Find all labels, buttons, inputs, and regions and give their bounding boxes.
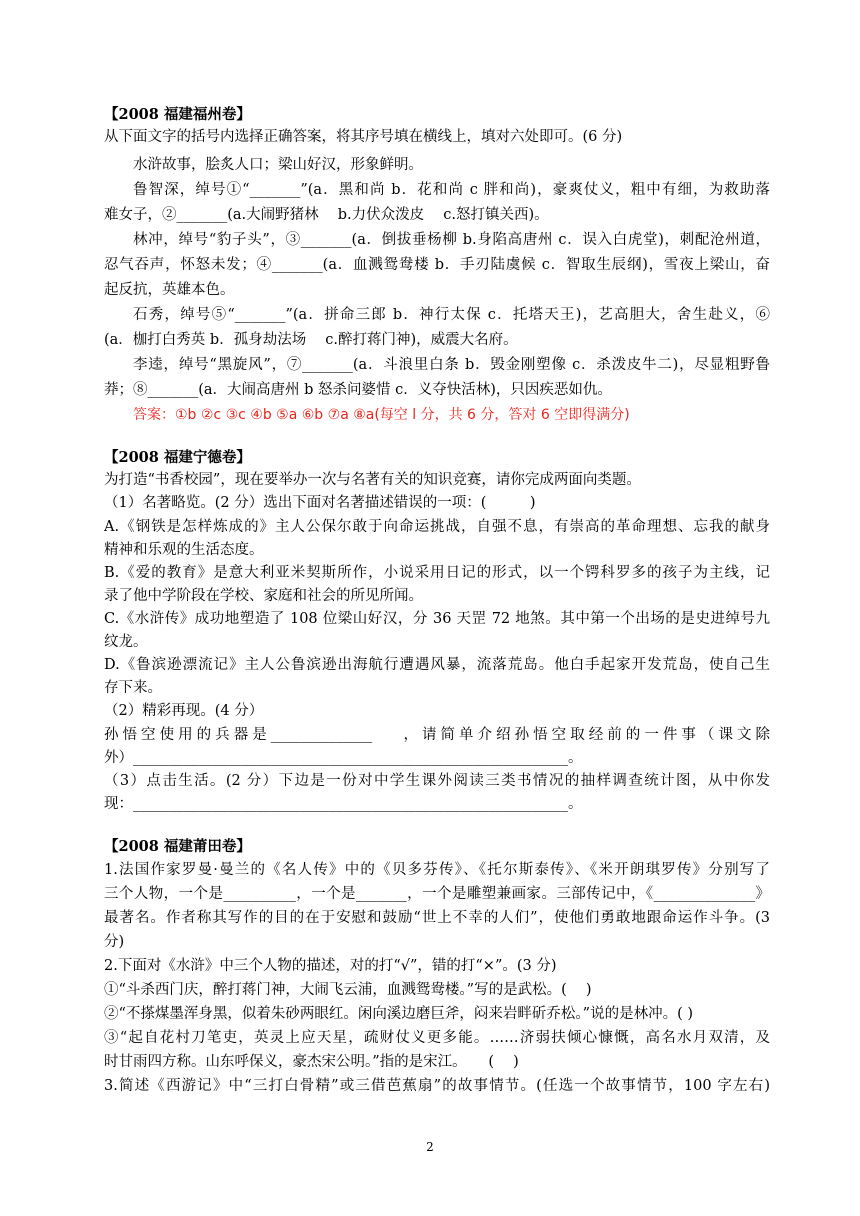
paragraph-line: 3.简述《西游记》中“三打白骨精”或三借芭蕉扇”的故事情节。(任选一个故事情节，100 字左右) — [104, 1078, 770, 1094]
paragraph-line: 分) — [104, 934, 125, 950]
section-heading-putian: 【2008 福建莆田卷】 — [104, 838, 251, 855]
paragraph-line: 纹龙。 — [104, 634, 148, 650]
paragraph-line: （1）名著略览。(2 分）选出下面对名著描述错误的一项：( ) — [104, 495, 536, 511]
paragraph-line: 孙悟空使用的兵器是______________ ，请简单介绍孙悟空取经前的一件事（课文除 — [104, 727, 770, 743]
paragraph-line: 难女子，②_______(a.大闹野猪林 b.力伏众泼皮 c.怒打镇关西)。 — [104, 207, 549, 223]
paragraph-line: ②“不搽煤墨浑身黑，似着朱砂两眼红。闲向溪边磨巨斧，闷来岩畔斫乔松。”说的是林冲。( ) — [104, 1006, 693, 1022]
paragraph-line: 外）____________________________________________________________。 — [104, 750, 583, 766]
paragraph-line: （2）精彩再现。(4 分） — [104, 703, 264, 719]
instruction-text: 从下面文字的括号内选择正确答案，将其序号填在横线上，填对六处即可。(6 分) — [104, 129, 623, 145]
paragraph-line: 存下来。 — [104, 680, 162, 696]
paragraph-line: D.《鲁滨逊漂流记》主人公鲁滨逊出海航行遭遇风暴，流落荒岛。他白手起家开发荒岛，使自己生 — [104, 657, 770, 673]
paragraph-line: B.《爱的教育》是意大利亚米契斯所作，小说采用日记的形式，以一个锷科罗多的孩子为主线，记 — [104, 565, 770, 581]
paragraph-line: 水浒故事，脍炙人口；梁山好汉，形象鲜明。 — [133, 157, 423, 173]
paragraph-line: ①“斗杀西门庆，醉打蒋门神，大闹飞云浦，血溅鸳鸯楼。”写的是武松。( ) — [104, 982, 592, 998]
paragraph-line: 三个人物，一个是__________，一个是_______，一个是雕塑兼画家。三部传记中，《______________》 — [104, 886, 770, 902]
paragraph-line: 为打造“书香校园”，现在要举办一次与名著有关的知识竞赛，请你完成两面向类题。 — [104, 472, 641, 488]
paragraph-line: 最著名。作者称其写作的目的在于安慰和鼓励“世上不幸的人们”，使他们勇敢地跟命运作斗争。(3 — [104, 910, 770, 926]
paragraph-line: 起反抗，英雄本色。 — [104, 282, 235, 298]
paragraph-line: C.《水浒传》成功地塑造了 108 位梁山好汉，分 36 天罡 72 地煞。其中第一个出场的是史进绰号九 — [104, 611, 770, 627]
paragraph-line: ③“起自花村刀笔吏，英灵上应天星，疏财仗义更多能。……济弱扶倾心慷慨，高名水月双清，及 — [104, 1030, 770, 1046]
paragraph-line: 忍气吞声，怀怒未发；④_______(a．血溅鸳鸯楼 b．手刃陆虞候 c．智取生辰纲)，雪夜上梁山，奋 — [104, 257, 770, 273]
paragraph-line: 现：____________________________________________________________。 — [104, 796, 583, 812]
section-heading-ningde: 【2008 福建宁德卷】 — [104, 449, 251, 466]
paragraph-line: 2.下面对《水浒》中三个人物的描述，对的打“√”，错的打“×”。(3 分) — [104, 958, 557, 974]
paragraph-line: 莽；⑧_______(a．大闹高唐州 b 怒杀问婆惜 c．义夺快活林)，只因疾恶如仇。 — [104, 382, 612, 398]
answer-text: 答案：①b ②c ③c ④b ⑤a ⑥b ⑦a ⑧a(每空 l 分，共 6 分，答对 6 空即得满分) — [133, 407, 630, 423]
page-number: 2 — [426, 1140, 434, 1154]
paragraph-line: （3）点击生活。(2 分）下边是一份对中学生课外阅读三类书情况的抽样调查统计图，从中你发 — [104, 773, 770, 789]
paragraph-line: 鲁智深，绰号①“_______”(a．黑和尚 b．花和尚 c 胖和尚)，豪爽仗义，粗中有细，为救助落 — [133, 182, 770, 198]
paragraph-line: 李逵，绰号“黑旋风”，⑦_______(a．斗浪里白条 b．毁金刚塑像 c．杀泼皮牛二)，尽显粗野鲁 — [133, 357, 770, 373]
section-heading-fuzhou: 【2008 福建福州卷】 — [104, 106, 251, 123]
paragraph-line: 1.法国作家罗曼·曼兰的《名人传》中的《贝多芬传》、《托尔斯泰传》、《米开朗琪罗传》分别写了 — [104, 862, 770, 878]
paragraph-line: 录了他中学阶段在学校、家庭和社会的所见所闻。 — [104, 588, 423, 604]
paragraph-line: (a．枷打白秀英 b．孤身劫法场 c.醉打蒋门神)，威震大名府。 — [104, 332, 518, 348]
paragraph-line: 精神和乐观的生活态度。 — [104, 542, 264, 558]
paragraph-line: 林冲，绰号“豹子头”，③_______(a．倒拔垂杨柳 b.身陷高唐州 c．误入白虎堂)，刺配沧州道， — [133, 232, 770, 248]
paragraph-line: 石秀，绰号⑤“_______”(a．拼命三郎 b．神行太保 c．托塔天王)，艺高胆大，舍生赴义，⑥ — [133, 307, 770, 323]
paragraph-line: A.《钢铁是怎样炼成的》主人公保尔敢于向命运挑战，自强不息，有崇高的革命理想、忘我的献身 — [104, 519, 770, 535]
paragraph-line: 时甘雨四方称。山东呼保义，豪杰宋公明。”指的是宋江。 ( ) — [104, 1054, 519, 1070]
